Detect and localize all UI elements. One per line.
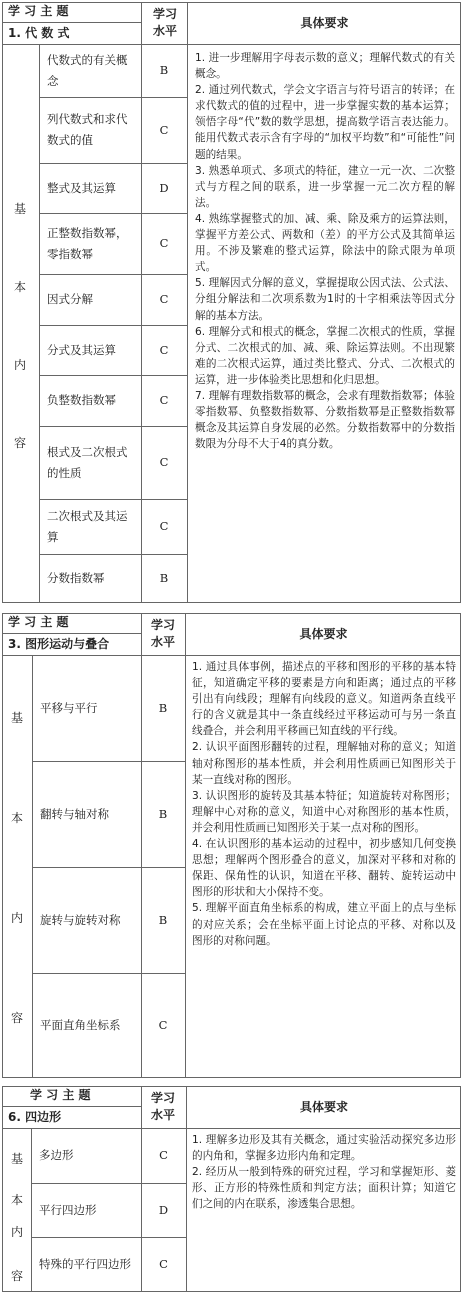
row-topic-name: 分数指数幂 [47,571,105,585]
requirement-item: 5. 理解因式分解的意义，掌握提取公因式法、公式法、分组分解法和二次项系数为1时的十字相乘法等因式分解的基本方法。 [195,277,455,322]
requirement-item: 2. 认识平面图形翻转的过程，理解轴对称的意义；知道轴对称图形的基本性质，并会利用性质画已知图形关于某一直线对称的图形。 [192,741,456,786]
row-level: C [159,1148,168,1162]
header-requirements: 具体要求 [300,15,349,30]
side-label-char: 基 [14,202,27,216]
requirement-item: 3. 认识图形的旋转及其基本特征；知道旋转对称图形；理解中心对称的意义，知道中心对称图形的基本性质，并会利用性质画已知图形关于某一点对称的图形。 [192,789,456,834]
row-topic-name: 旋转与旋转对称 [40,912,121,927]
requirement-item: 4. 熟练掌握整式的加、减、乘、除及乘方的运算法则，掌握平方差公式、两数和（差）的平方公式及其简单运用。不涉及繁难的整式运算，除法中的除式限为单项式。 [195,212,455,274]
row-topic-name: 列代数式和求代数式的值 [47,112,128,147]
header-requirements: 具体要求 [299,626,348,641]
side-label-char: 基 [11,1152,24,1166]
header-requirements: 具体要求 [299,1099,348,1114]
requirement-item: 5. 理解平面直角坐标系的构成，建立平面上的点与坐标的对应关系；会在坐标平面上讨论点的平移、对称以及图形的对称问题。 [192,902,456,947]
side-label-char: 内 [14,358,27,372]
row-topic-name: 因式分解 [47,292,93,306]
row-level: D [159,180,169,195]
row-level: B [158,806,168,821]
row-topic-name: 平面直角坐标系 [40,1018,121,1032]
requirement-item: 1. 通过具体事例，描述点的平移和图形的平移的基本特征，知道确定平移的要素是方向和距离；通过点的平移引出有向线段；理解有向线段的意义。知道两条直线平行的含义就是其中一条直线经过平移运动可与另一条直线叠合，并会利用平移画已知直线的平行线。 [192,661,456,738]
side-label-char: 容 [11,1269,24,1283]
table-quadrilaterals [2,1086,461,1292]
table-algebraic-expressions [2,2,461,603]
header-topic: 学 习 主 题 [30,1088,91,1102]
header-level: 学习水平 [152,7,177,38]
row-topic-name: 正整数指数幂，零指数幂 [47,225,128,261]
row-topic-name: 翻转与轴对称 [40,806,109,821]
side-label-char: 内 [11,1225,24,1239]
row-topic-name: 多边形 [39,1148,74,1162]
requirements-text [192,659,456,949]
requirement-item: 3. 熟悉单项式、多项式的特征，建立一元一次、二次整式与方程之间的联系，进一步掌握一元二次方程的解法。 [195,164,455,209]
header-level: 学习水平 [150,618,175,649]
row-level: C [158,1018,168,1032]
header-topic: 学 习 主 题 [8,4,69,18]
topic-title: 3. 图形运动与叠合 [8,637,110,651]
side-label-char: 容 [14,436,27,450]
topic-title: 1. 代 数 式 [8,26,70,40]
side-label-char: 内 [11,911,24,925]
row-topic-name: 负整数指数幂 [47,393,116,407]
requirement-item: 7. 理解有理数指数幂的概念，会求有理数指数幂；体验零指数幂、负整数指数幂、分数指数幂是正整数指数幂概念及其运算自身发展的必然。分数指数幂中的分数指数限为分母不大于4的真分数。 [195,389,455,451]
row-level: C [159,1257,168,1271]
row-topic-name: 分式及其运算 [47,342,116,357]
header-topic: 学 习 主 题 [8,615,69,629]
row-topic-name: 整式及其运算 [47,180,116,195]
side-label-char: 容 [11,1011,24,1025]
row-level: B [158,912,168,927]
topic-title: 6. 四边形 [8,1110,62,1124]
side-label-char: 本 [14,280,27,294]
row-topic-name: 二次根式及其运算 [47,508,128,544]
row-level: C [159,236,169,250]
row-level: D [158,1202,169,1217]
table-figure-motion [2,613,461,1078]
requirement-item: 6. 理解分式和根式的概念，掌握二次根式的性质，掌握分式、二次根式的加、减、乘、除运算法则。不出现繁难的二次根式运算，通过类比整式、分式、二次根式的运算，进一步体验类比思想和化归思想。 [195,325,455,386]
row-level: B [159,63,169,77]
requirement-item: 2. 通过列代数式，学会文字语言与符号语言的转译；在求代数式的值的过程中，进一步掌握实数的基本运算；领悟字母“代”数的数学思想，提高数学语言表达能力。能用代数式表示含有字母的“加权平均数”和“可能性”问题的结果。 [195,84,455,161]
row-topic-name: 平移与平行 [40,700,98,715]
row-level: C [159,455,169,469]
row-level: C [159,519,169,533]
side-label-char: 本 [11,1193,24,1207]
requirement-item: 1. 进一步理解用字母表示数的意义；理解代数式的有关概念。 [195,52,455,81]
row-level: B [158,700,168,715]
row-level: C [159,342,169,357]
row-level: C [159,393,169,407]
row-topic-name: 平行四边形 [39,1202,97,1217]
requirements-text [195,50,455,452]
side-label-char: 本 [11,811,24,825]
requirement-item: 1. 理解多边形及其有关概念，通过实验活动探究多边形的内角和，掌握多边形内角和定理。 [192,1134,456,1163]
row-topic-name: 根式及二次根式的性质 [47,444,128,480]
header-level: 学习水平 [150,1091,175,1122]
requirement-item: 2. 经历从一般到特殊的研究过程，学习和掌握矩形、菱形、正方形的特殊性质和判定方法；面积计算；知道它们之间的内在联系，渗透集合思想。 [192,1166,456,1211]
requirement-item: 4. 在认识图形的基本运动的过程中，初步感知几何变换思想；理解两个图形叠合的意义，加深对平移和对称的保距、保角性的认识，知道在平移、翻转、旋转运动中图形的形状和大小保持不变。 [192,838,456,899]
row-level: B [159,571,169,585]
side-label-char: 基 [11,711,24,725]
row-topic-name: 特殊的平行四边形 [39,1257,131,1271]
requirements-text [192,1132,456,1212]
row-topic-name: 代数式的有关概念 [47,52,128,88]
row-level: C [159,122,169,137]
row-level: C [159,292,169,306]
